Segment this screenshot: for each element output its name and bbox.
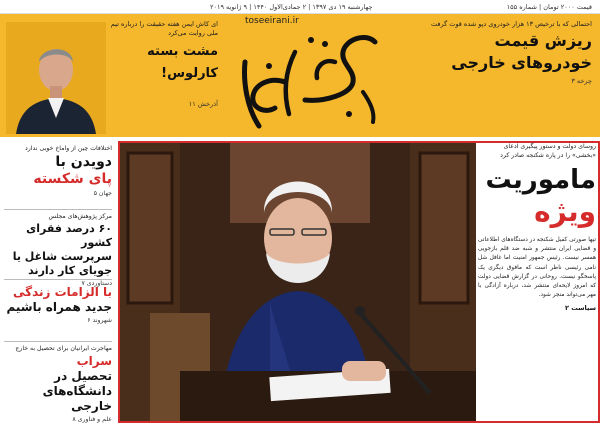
sidebar-story-2[interactable] [4,213,112,287]
story-kicker: احتمالی که با ترخیص ۱۳ هزار خودروی دپو شده قوت گرفت [431,20,592,28]
story-title-line3: جویای کار دارند [28,263,112,277]
story-title: ریزش قیمت [494,31,592,50]
story-title-line2: سرپرست شاغل یا [12,249,112,263]
divider [4,279,112,280]
newspaper-logo [225,22,390,134]
sidebar-story-3[interactable] [4,285,112,324]
story-title-accent: با الزامات زندگی [12,285,112,299]
story-title-line2: خودروهای خارجی [451,53,592,72]
masthead [0,14,600,137]
main-section: سیاست ۲ [565,304,596,313]
story-title: تحصیل در [54,368,112,383]
story-kicker: ای کاش ایمن هفته حقیقت را درباره تیم ملی روایت می‌کرد [110,20,218,37]
story-title-accent: سراب [76,353,112,368]
story-section: دستاوردی ۷ [81,279,112,287]
main-body: تیها صورتی کفیل شکنجه در دستگاه‌های اطلاعاتی و قضایی ایران منتشر و شبه ضد قلم بازجویی همسر نیست. رئیس جمهور امنیت اما غافل شل نامی رئیسی ناظر است که مافوق دیگری یک پاسخگو نیست. روحانی در گزارش قضایی دولت که امروز لایحه‌ای منتشر شد، درباره آزادگی با مهر می‌تواند منجر شود. [478,237,596,299]
story-kicker: مهاجرت ایرانیان برای تحصیل به خارج [15,345,112,352]
story-title-accent: پای شکسته [33,170,112,187]
story-title-line2: دانشگاه‌های خارجی [42,383,112,413]
story-title: جدید همراه باشیم [6,300,112,314]
story-section: آذرخش ۱۱ [188,100,218,108]
left-sidebar [0,141,116,423]
main-headline-accent: ویژه [534,195,596,228]
divider [4,341,112,342]
main-kicker: روسای دولت و دستور پیگیری ادعای «بخشی» را در پاره شکنجه صادر کرد [500,143,596,159]
divider [4,209,112,210]
story-title: دویدن با [55,153,112,170]
story-section: جهان ۵ [93,189,112,197]
coach-portrait-photo [6,22,106,134]
issue-price: قیمت ۲۰۰۰ تومان | شماره ۱۵۵ [506,3,592,11]
sidebar-story-1[interactable] [4,145,112,197]
story-title-line2: کارلوس! [161,66,218,81]
story-section: علم و فناوری ۸ [72,415,112,423]
main-photo [120,143,476,421]
story-kicker: اختلافات چین از واماخ خوبی ندارد [25,145,112,152]
top-left-story[interactable] [110,20,218,108]
story-title: مشت بسته [147,44,218,59]
site-url[interactable]: toseeirani.ir [245,16,299,26]
issue-date: چهارشنبه ۱۹ دی ۱۳۹۷ | ۲ جمادی‌الاول ۱۴۴۰ | ۹ ژانویه ۲۰۱۹ [210,3,373,11]
story-section: چرخه ۳ [571,77,592,85]
top-info-bar [0,0,600,14]
story-title: ۶۰ درصد فقرای کشور [26,221,112,249]
sidebar-story-4[interactable] [4,345,112,423]
main-headline: ماموریت [485,165,596,195]
main-story[interactable] [478,143,596,421]
story-section: شهروند ۶ [87,317,112,324]
story-kicker: مرکز پژوهش‌های مجلس [48,213,112,220]
top-right-story[interactable] [422,20,592,85]
